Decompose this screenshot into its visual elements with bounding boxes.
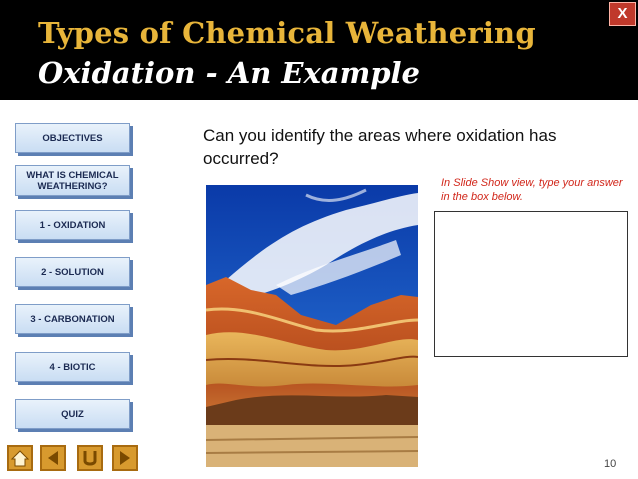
page-number: 10 bbox=[604, 458, 617, 470]
instruction-hint: In Slide Show view, type your answer in the box below. bbox=[441, 177, 623, 203]
nav-button-solution[interactable]: 2 - SOLUTION bbox=[15, 257, 130, 287]
slide-header bbox=[0, 0, 638, 100]
home-icon[interactable] bbox=[7, 445, 33, 471]
nav-button-what-is-chemical-weathering[interactable]: WHAT IS CHEMICAL WEATHERING? bbox=[15, 165, 130, 196]
question-text: Can you identify the areas where oxidation has occurred? bbox=[203, 126, 557, 168]
slide-subtitle: Oxidation - An Example bbox=[38, 56, 420, 90]
back-icon[interactable] bbox=[40, 445, 66, 471]
nav-button-carbonation[interactable]: 3 - CARBONATION bbox=[15, 304, 130, 334]
close-button[interactable]: X bbox=[609, 2, 636, 26]
nav-button-biotic[interactable]: 4 - BIOTIC bbox=[15, 352, 130, 382]
return-icon[interactable] bbox=[77, 445, 103, 471]
nav-button-quiz[interactable]: QUIZ bbox=[15, 399, 130, 429]
forward-icon[interactable] bbox=[112, 445, 138, 471]
nav-button-oxidation[interactable]: 1 - OXIDATION bbox=[15, 210, 130, 240]
slide-title: Types of Chemical Weathering bbox=[38, 16, 536, 50]
rock-formation-photo bbox=[206, 185, 418, 467]
answer-input-box[interactable] bbox=[434, 211, 628, 357]
nav-button-objectives[interactable]: OBJECTIVES bbox=[15, 123, 130, 153]
